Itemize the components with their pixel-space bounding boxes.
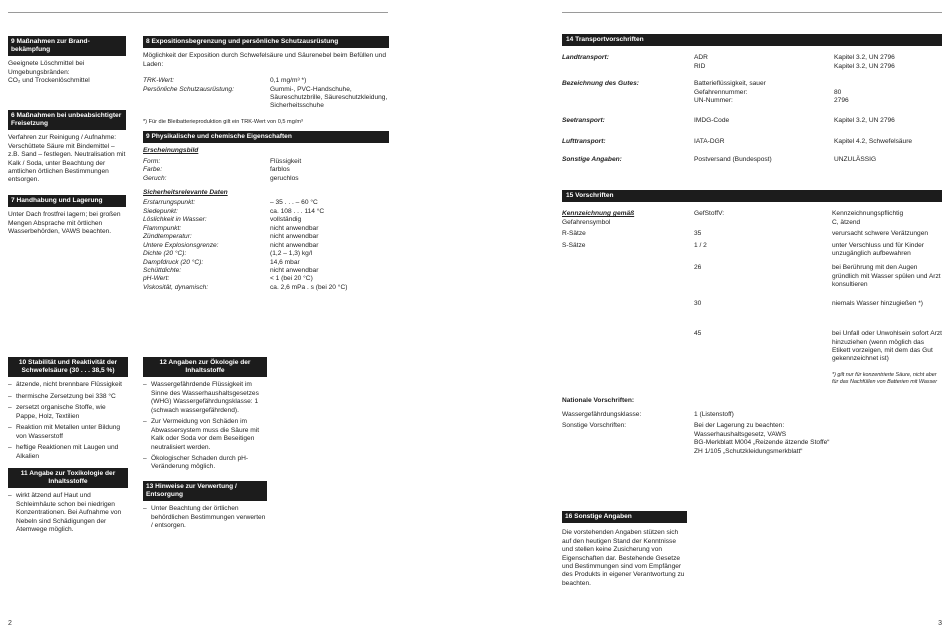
section-14 <box>562 34 942 165</box>
section-6-header: 6 Maßnahmen bei unbeabsichtigter Freisetzung <box>8 110 126 130</box>
property-value: 14,6 mbar <box>270 258 300 266</box>
property-value: nicht anwendbar <box>270 241 319 249</box>
transport-label: Bezeichnung des Gutes: <box>562 80 639 88</box>
transport-table <box>562 117 942 125</box>
bullet-text: Reaktion mit Metallen unter Bildung von Wasserstoff <box>16 424 121 440</box>
property-label: Farbe: <box>143 166 163 174</box>
page-right <box>478 0 950 636</box>
top-rule <box>8 12 388 13</box>
transport-mid: IMDG-Code <box>694 117 730 125</box>
property-label: Untere Explosionsgrenze: <box>143 241 219 249</box>
list-item: – Wassergefährdende Flüssigkeit im Sinne des Wasserhaushaltsgesetzes (WHG) Wassergefährdungsklasse: 1 (schwach wassergefährdend). <box>143 381 267 415</box>
list-item: – Ökologischer Schaden durch pH-Veränderung möglich. <box>143 455 267 472</box>
property-label: Viskosität, dynamisch: <box>143 283 209 291</box>
transport-table <box>562 54 942 71</box>
section-6-text: Verfahren zur Reinigung / Aufnahme: Verschüttete Säure mit Bindemittel – z.B. Sand – festlegen. Neutralisation mit Kalk / Soda, unter Beachtung der amtlichen örtlichen Bestimmungen entsorgen. <box>8 134 126 184</box>
bullet-text: Zur Vermeidung von Schäden im Abwassersystem muss die Säure mit Kalk oder Soda vor dem Beseitigen neutralisiert werden. <box>151 418 260 451</box>
phrase-text: verursacht schwere Verätzungen <box>832 230 929 238</box>
property-value: nicht anwendbar <box>270 266 319 274</box>
transport-label: Seetransport: <box>562 117 605 125</box>
table-row <box>562 264 942 289</box>
transport-mid: Postversand (Bundespost) <box>694 156 772 164</box>
transport-mid: IATA-DGR <box>694 137 725 145</box>
phrase-code: 35 <box>694 230 702 238</box>
section-7-header: 7 Handhabung und Lagerung <box>8 195 126 207</box>
list-item: – Zur Vermeidung von Schäden im Abwassersystem muss die Säure mit Kalk oder Soda vor dem Beseitigen neutralisiert werden. <box>143 418 267 452</box>
phrase-text: bei Berührung mit den Augen gründlich mit Wasser spülen und Arzt konsultieren <box>832 264 941 289</box>
national-value: Bei der Lagerung zu beachten: Wasserhaushaltsgesetz, VAWS BG-Merkblatt M004 „Reizende ätzende Stoffe“ ZH 1/105 „Schutzkleidungsmerkblatt“ <box>694 422 830 455</box>
section-8-footnote: *) Für die Bleibatterieproduktion gilt ein TRK-Wert von 0,5 mg/m³ <box>143 118 303 125</box>
property-value: ca. 108 . . . 114 °C <box>270 207 325 215</box>
phrase-type <box>562 330 690 364</box>
phrase-type: R-Sätze <box>562 230 586 238</box>
labelling-heading: Kennzeichnung gemäß <box>562 210 635 218</box>
section-16 <box>562 511 687 592</box>
property-label: Zündtemperatur: <box>143 233 192 241</box>
phrase-text: bei Unfall oder Unwohlsein sofort Arzt hinzuziehen (wenn möglich das Etikett vorzeigen, mit dem das Gut gekennzeichnet ist) <box>832 330 942 363</box>
labelling-head <box>562 210 942 227</box>
labelling-value: Kennzeichnungspflichtig C, ätzend <box>832 210 904 226</box>
national-value: 1 (Listenstoff) <box>694 410 734 418</box>
bullet-text: Unter Beachtung der örtlichen behördlichen Bestimmungen verwerten / entsorgen. <box>151 505 266 530</box>
property-label: Erstarrungspunkt: <box>143 199 196 207</box>
safety-data-subheading: Sicherheitsrelevante Daten <box>143 189 228 196</box>
column-a-bottom <box>8 357 128 538</box>
transport-mid: Batterieflüssigkeit, sauer Gefahrennummer: UN-Nummer: <box>694 80 766 104</box>
phrase-text: niemals Wasser hinzugießen *) <box>832 299 924 307</box>
transport-right: Kapitel 4.2, Schwefelsäure <box>834 137 913 145</box>
property-value: Flüssigkeit <box>270 157 302 165</box>
section-9-header: 9 Physikalische und chemische Eigenschaften <box>143 131 389 143</box>
property-value: (1,2 – 1,3) kg/l <box>270 250 313 258</box>
property-label: Geruch: <box>143 174 167 182</box>
table-row <box>562 300 942 308</box>
list-item: – heftige Reaktionen mit Laugen und Alkalien <box>8 444 128 461</box>
section-16-header: 16 Sonstige Angaben <box>562 511 687 523</box>
ppe-value: Gummi-, PVC-Handschuhe, Säureschutzbrille, Säureschutzkleidung, Sicherheitsschuhe <box>270 85 388 110</box>
property-label: Siedepunkt: <box>143 207 178 215</box>
national-label: Wassergefährdungsklasse: <box>562 410 642 418</box>
table-row <box>562 422 942 456</box>
property-label: Dichte (20 °C): <box>143 250 187 258</box>
section-11-header: 11 Angabe zur Toxikologie der Inhaltsstoffe <box>8 468 128 488</box>
transport-mid: ADR RID <box>694 54 708 70</box>
transport-table <box>562 138 942 146</box>
property-label: pH-Wert: <box>143 275 170 283</box>
table-row <box>562 411 942 419</box>
section-8-table <box>143 77 389 111</box>
property-value: vollständig <box>270 216 302 224</box>
property-value: geruchlos <box>270 174 299 182</box>
list-item: – zersetzt organische Stoffe, wie Pappe, Holz, Textilien <box>8 404 128 421</box>
section-12-header: 12 Angaben zur Ökologie der Inhaltsstoffe <box>143 357 267 377</box>
phrase-type: S-Sätze <box>562 241 586 249</box>
transport-right: 80 2796 <box>834 88 849 104</box>
national-rules-heading: Nationale Vorschriften: <box>562 397 635 405</box>
list-item: – Unter Beachtung der örtlichen behördlichen Bestimmungen verwerten / entsorgen. <box>143 505 266 530</box>
phrase-code: 45 <box>694 330 702 338</box>
property-value: nicht anwendbar <box>270 233 319 241</box>
section-7-text: Unter Dach frostfrei lagern; bei großen Mengen Absprache mit örtlichen Wasserbehörden, VAWS beachten. <box>8 211 121 235</box>
gefstoffv-label: GefStoffV: <box>694 210 725 218</box>
phrase-type <box>562 264 690 289</box>
labelling-label <box>562 210 690 227</box>
transport-right: Kapitel 3.2, UN 2796 Kapitel 3.2, UN 2796 <box>834 54 895 70</box>
appearance-table <box>143 158 389 183</box>
section-13-header: 13 Hinweise zur Verwertung / Entsorgung <box>143 481 267 501</box>
property-label: Form: <box>143 157 161 165</box>
section-15-header: 15 Vorschriften <box>562 190 942 202</box>
transport-label: Landtransport: <box>562 54 609 62</box>
phrase-code: 1 / 2 <box>694 241 707 249</box>
column-a <box>8 36 126 240</box>
trk-value: 0,1 mg/m³ *) <box>270 77 307 85</box>
list-item: – wirkt ätzend auf Haut und Schleimhäute schon bei niedrigen Konzentrationen. Bei Aufnahme von Nebeln sind Schädigungen der Atemwege möglich. <box>8 492 128 534</box>
page-left <box>0 0 472 636</box>
transport-label: Sonstige Angaben: <box>562 156 622 164</box>
bullet-text: wirkt ätzend auf Haut und Schleimhäute schon bei niedrigen Konzentrationen. Bei Aufnahme von Nebeln sind Schädigungen der Atemwege möglich. <box>16 492 122 534</box>
transport-table <box>562 80 942 105</box>
property-value: < 1 (bei 20 °C) <box>270 275 313 283</box>
table-row <box>562 230 942 238</box>
transport-label: Lufttransport: <box>562 137 606 145</box>
footnote: *) gilt nur für konzentrierte Säure, nicht aber für das Nachfüllen von Batterien mit Wasser <box>832 371 938 385</box>
column-b <box>143 36 389 292</box>
bullet-text: thermische Zersetzung bei 338 °C <box>16 392 116 400</box>
section-9-fire-header: 9 Maßnahmen zur Brand- bekämpfung <box>8 36 126 56</box>
hazard-symbol-label: Gefahrensymbol <box>562 218 611 226</box>
section-14-header: 14 Transportvorschriften <box>562 34 942 46</box>
section-8-intro: Möglichkeit der Exposition durch Schwefelsäure und Säurenebel beim Befüllen und Laden: <box>143 52 387 68</box>
transport-right: Kapitel 3.2, UN 2796 <box>834 117 895 125</box>
page-number: 3 <box>938 620 942 628</box>
property-label: Dampfdruck (20 °C): <box>143 258 204 266</box>
phrase-code: 30 <box>694 299 702 307</box>
ppe-label: Persönliche Schutzausrüstung: <box>143 85 234 93</box>
property-label: Schüttdichte: <box>143 266 182 274</box>
phrase-type <box>562 300 690 308</box>
trk-label: TRK-Wert: <box>143 77 175 85</box>
list-item: – Reaktion mit Metallen unter Bildung von Wasserstoff <box>8 424 128 441</box>
table-row <box>562 330 942 364</box>
top-rule <box>562 12 942 13</box>
bullet-text: Wassergefährdende Flüssigkeit im Sinne des Wasserhaushaltsgesetzes (WHG) Wassergefährdungsklasse: 1 (schwach wassergefährdend). <box>151 381 259 414</box>
phrase-text: unter Verschluss und für Kinder unzugänglich aufbewahren <box>832 241 924 257</box>
transport-right: UNZULÄSSIG <box>834 156 877 164</box>
property-value: farblos <box>270 166 290 174</box>
bullet-text: zersetzt organische Stoffe, wie Pappe, Holz, Textilien <box>16 404 106 420</box>
appearance-subheading: Erscheinungsbild <box>143 147 199 155</box>
property-value: – 35 . . . – 60 °C <box>270 199 318 207</box>
bullet-text: heftige Reaktionen mit Laugen und Alkalien <box>16 444 119 460</box>
phrase-code: 26 <box>694 264 702 272</box>
property-value: ca. 2,6 mPa . s (bei 20 °C) <box>270 283 348 291</box>
property-label: Löslichkeit in Wasser: <box>143 216 207 224</box>
note-row <box>562 372 942 386</box>
section-16-text: Die vorstehenden Angaben stützen sich auf den heutigen Stand der Kenntnisse und stellen keine Zusicherung von Eigenschaften dar. Bestehende Gesetze und Bestimmungen sind vom Empfänger des Produkts in eigener Verantwortung zu beachten. <box>562 529 685 587</box>
list-item: – thermische Zersetzung bei 338 °C <box>8 393 128 401</box>
table-row <box>562 242 942 259</box>
national-label: Sonstige Vorschriften: <box>562 422 627 430</box>
safety-data-table <box>143 199 389 292</box>
bullet-text: Ökologischer Schaden durch pH-Veränderung möglich. <box>151 454 249 471</box>
property-value: nicht anwendbar <box>270 224 319 232</box>
section-15 <box>562 190 942 456</box>
list-item: – ätzende, nicht brennbare Flüssigkeit <box>8 381 128 389</box>
section-8-header: 8 Expositionsbegrenzung und persönliche Schutzausrüstung <box>143 36 389 48</box>
page-number: 2 <box>8 620 12 628</box>
bullet-text: ätzende, nicht brennbare Flüssigkeit <box>16 381 122 389</box>
transport-table <box>562 156 942 164</box>
section-10-header: 10 Stabilität und Reaktivität der Schwefelsäure (30 . . . 38,5 %) <box>8 357 128 377</box>
property-label: Flammpunkt: <box>143 224 182 232</box>
section-9-fire-text: Geeignete Löschmittel bei Umgebungsbränden: CO₂ und Trockenlöschmittel <box>8 60 90 85</box>
column-b-bottom <box>143 357 267 534</box>
